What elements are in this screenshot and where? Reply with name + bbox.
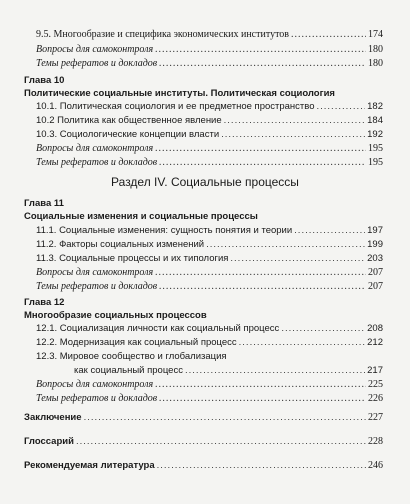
entry-page: 212 <box>367 337 383 348</box>
leader-dots <box>76 435 366 449</box>
leader-dots <box>84 411 366 425</box>
entry-page: 199 <box>367 239 383 250</box>
entry-label: Вопросы для самоконтроля <box>36 379 154 390</box>
leader-dots <box>317 100 366 114</box>
entry-label: 12.3. Мировое сообщество и глобализация <box>36 351 227 362</box>
leader-dots <box>294 224 365 238</box>
toc-entry <box>0 392 410 406</box>
leader-dots <box>281 322 365 336</box>
entry-page: 217 <box>367 365 383 376</box>
entry-label: Вопросы для самоконтроля <box>36 44 154 55</box>
toc-entry <box>0 156 410 170</box>
entry-page: 180 <box>368 44 383 55</box>
entry-page: 197 <box>367 225 383 236</box>
leader-dots <box>185 364 365 378</box>
toc-entry <box>0 128 410 142</box>
entry-page: 226 <box>368 393 383 404</box>
entry-page: 225 <box>368 379 383 390</box>
toc-entry <box>0 28 410 42</box>
entry-label: Рекомендуемая литература <box>24 460 155 471</box>
entry-page: 180 <box>368 58 383 69</box>
toc-entry <box>0 114 410 128</box>
leader-dots <box>239 336 365 350</box>
chapter-heading: Глава 12 <box>24 297 65 308</box>
toc-entry <box>0 224 410 238</box>
leader-dots <box>155 142 366 156</box>
leader-dots <box>159 57 366 71</box>
chapter-title: Социальные изменения и социальные процессы <box>24 211 258 222</box>
leader-dots <box>230 252 365 266</box>
section-heading: Раздел IV. Социальные процессы <box>111 175 299 189</box>
entry-label: Темы рефератов и докладов <box>36 281 158 292</box>
entry-page: 228 <box>368 436 383 447</box>
entry-label: Глоссарий <box>24 436 74 447</box>
toc-entry <box>0 142 410 156</box>
leader-dots <box>157 459 366 473</box>
leader-dots <box>159 280 366 294</box>
toc-entry <box>0 43 410 57</box>
toc-entry <box>0 238 410 252</box>
toc-entry <box>0 435 410 449</box>
leader-dots <box>221 128 365 142</box>
entry-label: 9.5. Многообразие и специфика экономических институтов <box>36 29 290 40</box>
entry-page: 182 <box>367 101 383 112</box>
entry-label: Темы рефератов и докладов <box>36 393 158 404</box>
entry-page: 246 <box>368 460 383 471</box>
entry-page: 208 <box>367 323 383 334</box>
toc-entry <box>0 57 410 71</box>
leader-dots <box>159 156 366 170</box>
entry-label: Темы рефератов и докладов <box>36 58 158 69</box>
leader-dots <box>155 378 366 392</box>
toc-entry <box>0 252 410 266</box>
toc-entry <box>0 350 410 364</box>
entry-page: 184 <box>367 115 383 126</box>
toc-entry <box>0 459 410 473</box>
entry-label: 11.2. Факторы социальных изменений <box>36 239 205 250</box>
entry-page: 195 <box>368 157 383 168</box>
leader-dots <box>155 43 366 57</box>
leader-dots <box>159 392 366 406</box>
toc-entry <box>0 336 410 350</box>
entry-page: 174 <box>368 29 383 40</box>
entry-page: 192 <box>367 129 383 140</box>
entry-page: 195 <box>368 143 383 154</box>
entry-label: Вопросы для самоконтроля <box>36 267 154 278</box>
toc-entry <box>0 411 410 425</box>
entry-label: 10.2 Политика как общественное явление <box>36 115 222 126</box>
entry-page: 227 <box>368 412 383 423</box>
entry-label: 11.3. Социальные процессы и их типология <box>36 253 229 264</box>
toc-entry <box>0 280 410 294</box>
entry-label: Вопросы для самоконтроля <box>36 143 154 154</box>
entry-label: 12.2. Модернизация как социальный процесс <box>36 337 237 348</box>
toc-entry <box>0 266 410 280</box>
toc-entry <box>0 100 410 114</box>
entry-page: 207 <box>368 267 383 278</box>
toc-entry <box>0 378 410 392</box>
entry-label: как социальный процесс <box>74 365 183 376</box>
chapter-title: Политические социальные институты. Политическая социология <box>24 88 335 99</box>
leader-dots <box>224 114 365 128</box>
leader-dots <box>206 238 365 252</box>
entry-page: 207 <box>368 281 383 292</box>
chapter-heading: Глава 10 <box>24 75 65 86</box>
entry-label: 10.3. Социологические концепции власти <box>36 129 220 140</box>
chapter-title: Многообразие социальных процессов <box>24 310 207 321</box>
chapter-heading: Глава 11 <box>24 198 64 209</box>
entry-label: Заключение <box>24 412 82 423</box>
entry-page: 203 <box>367 253 383 264</box>
toc-entry <box>0 364 410 378</box>
entry-label: 11.1. Социальные изменения: сущность понятия и теории <box>36 225 293 236</box>
entry-label: Темы рефератов и докладов <box>36 157 158 168</box>
leader-dots <box>155 266 366 280</box>
leader-dots <box>291 28 366 42</box>
entry-label: 12.1. Социализация личности как социальный процесс <box>36 323 280 334</box>
toc-entry <box>0 322 410 336</box>
entry-label: 10.1. Политическая социология и ее предметное пространство <box>36 101 315 112</box>
